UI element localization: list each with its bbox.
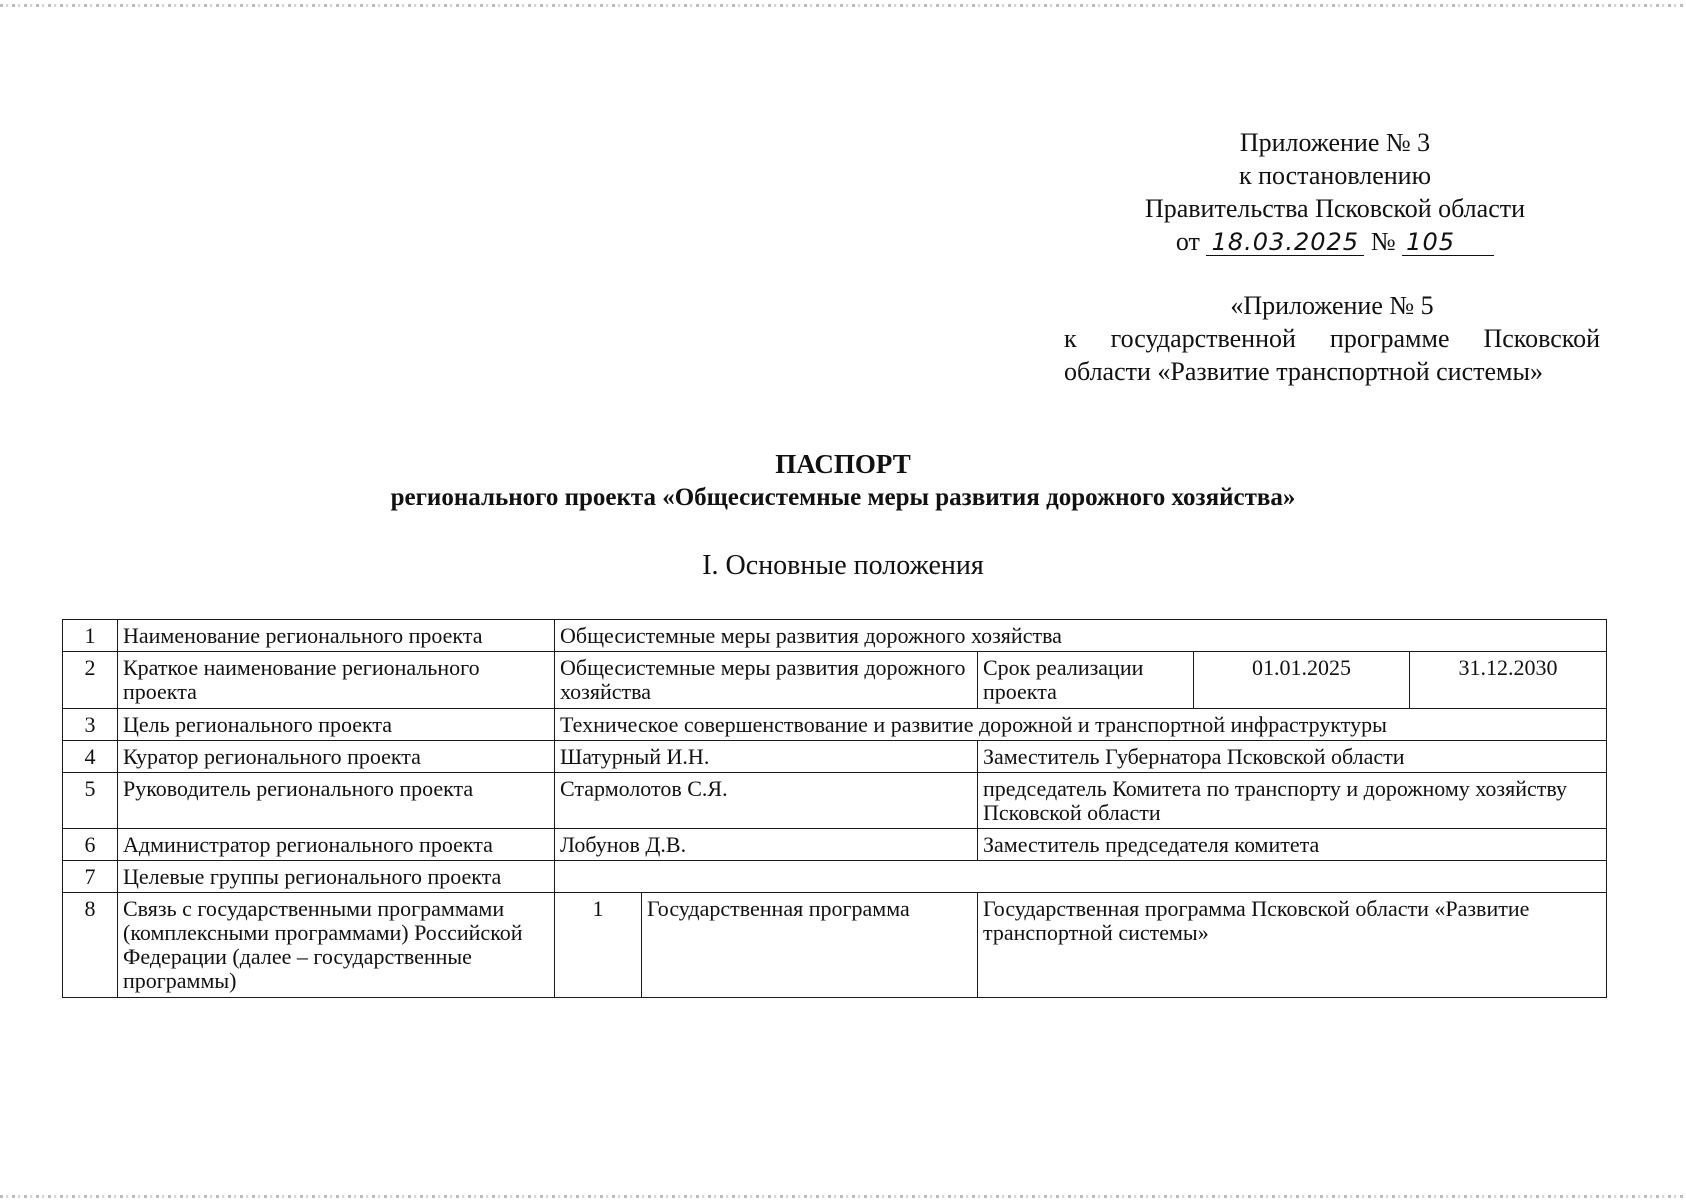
passport-table (62, 619, 1607, 998)
title-block (0, 447, 1686, 515)
scan-edge-bottom (0, 1195, 1686, 1198)
table-row (63, 861, 1607, 893)
row-label: Наименование регионального проекта (118, 620, 555, 652)
table-row (63, 620, 1607, 652)
appendix-resolution-ref: к постановлению (1238, 161, 1432, 190)
row-label: Цель регионального проекта (118, 709, 555, 741)
program-ref-line: к государственной программе Псковской (1064, 324, 1600, 353)
program-reference (1064, 289, 1600, 388)
date-prefix: от (1175, 227, 1200, 256)
row-number: 7 (63, 861, 118, 893)
period-label: Срок реализации проекта (978, 652, 1194, 709)
curator-position: Заместитель Губернатора Псковской области (978, 741, 1607, 773)
row-label: Администратор регионального проекта (118, 829, 555, 861)
row-number: 1 (63, 620, 118, 652)
project-name-value: Общесистемные меры развития дорожного хозяйства (555, 620, 1607, 652)
appendix-government: Правительства Псковской области (1144, 194, 1526, 223)
table-row (63, 829, 1607, 861)
head-position: председатель Комитета по транспорту и дорожному хозяйству Псковской области (978, 773, 1607, 829)
document-subtitle: регионального проекта «Общесистемные меры развития дорожного хозяйства» (390, 484, 1296, 511)
row-number: 4 (63, 741, 118, 773)
program-name: Государственная программа Псковской области «Развитие транспортной системы» (978, 893, 1607, 998)
section-heading: I. Основные положения (702, 550, 984, 581)
appendix-number: Приложение № 3 (1239, 128, 1431, 157)
row-label: Целевые группы регионального проекта (118, 861, 555, 893)
program-appendix-number: «Приложение № 5 (1230, 291, 1434, 320)
appendix-date-line (1120, 225, 1550, 258)
appendix-header (1120, 126, 1550, 258)
row-number: 5 (63, 773, 118, 829)
program-name-line: области «Развитие транспортной системы» (1064, 357, 1543, 386)
start-date: 01.01.2025 (1194, 652, 1410, 709)
program-sub-number: 1 (555, 893, 642, 998)
row-number: 6 (63, 829, 118, 861)
row-label: Краткое наименование регионального проекта (118, 652, 555, 709)
goal-value: Техническое совершенствование и развитие дорожной и транспортной инфраструктуры (555, 709, 1607, 741)
short-name-value: Общесистемные меры развития дорожного хозяйства (555, 652, 978, 709)
end-date: 31.12.2030 (1410, 652, 1607, 709)
row-label: Связь с государственными программами (комплексными программами) Российской Федерации (далее – государственные программы) (118, 893, 555, 998)
table-row (63, 773, 1607, 829)
number-sign: № (1370, 227, 1396, 256)
handwritten-number: 105 (1402, 229, 1494, 256)
table-row (63, 741, 1607, 773)
program-type: Государственная программа (642, 893, 978, 998)
document-title: ПАСПОРТ (775, 449, 911, 479)
table-row (63, 652, 1607, 709)
row-label: Куратор регионального проекта (118, 741, 555, 773)
row-label: Руководитель регионального проекта (118, 773, 555, 829)
curator-name: Шатурный И.Н. (555, 741, 978, 773)
row-number: 3 (63, 709, 118, 741)
row-number: 8 (63, 893, 118, 998)
handwritten-date: 18.03.2025 (1206, 229, 1364, 256)
row-number: 2 (63, 652, 118, 709)
head-name: Стармолотов С.Я. (555, 773, 978, 829)
table-row (63, 709, 1607, 741)
administrator-position: Заместитель председателя комитета (978, 829, 1607, 861)
table-row (63, 893, 1607, 998)
scan-edge-top (0, 4, 1686, 7)
target-groups-value (555, 861, 1607, 893)
administrator-name: Лобунов Д.В. (555, 829, 978, 861)
